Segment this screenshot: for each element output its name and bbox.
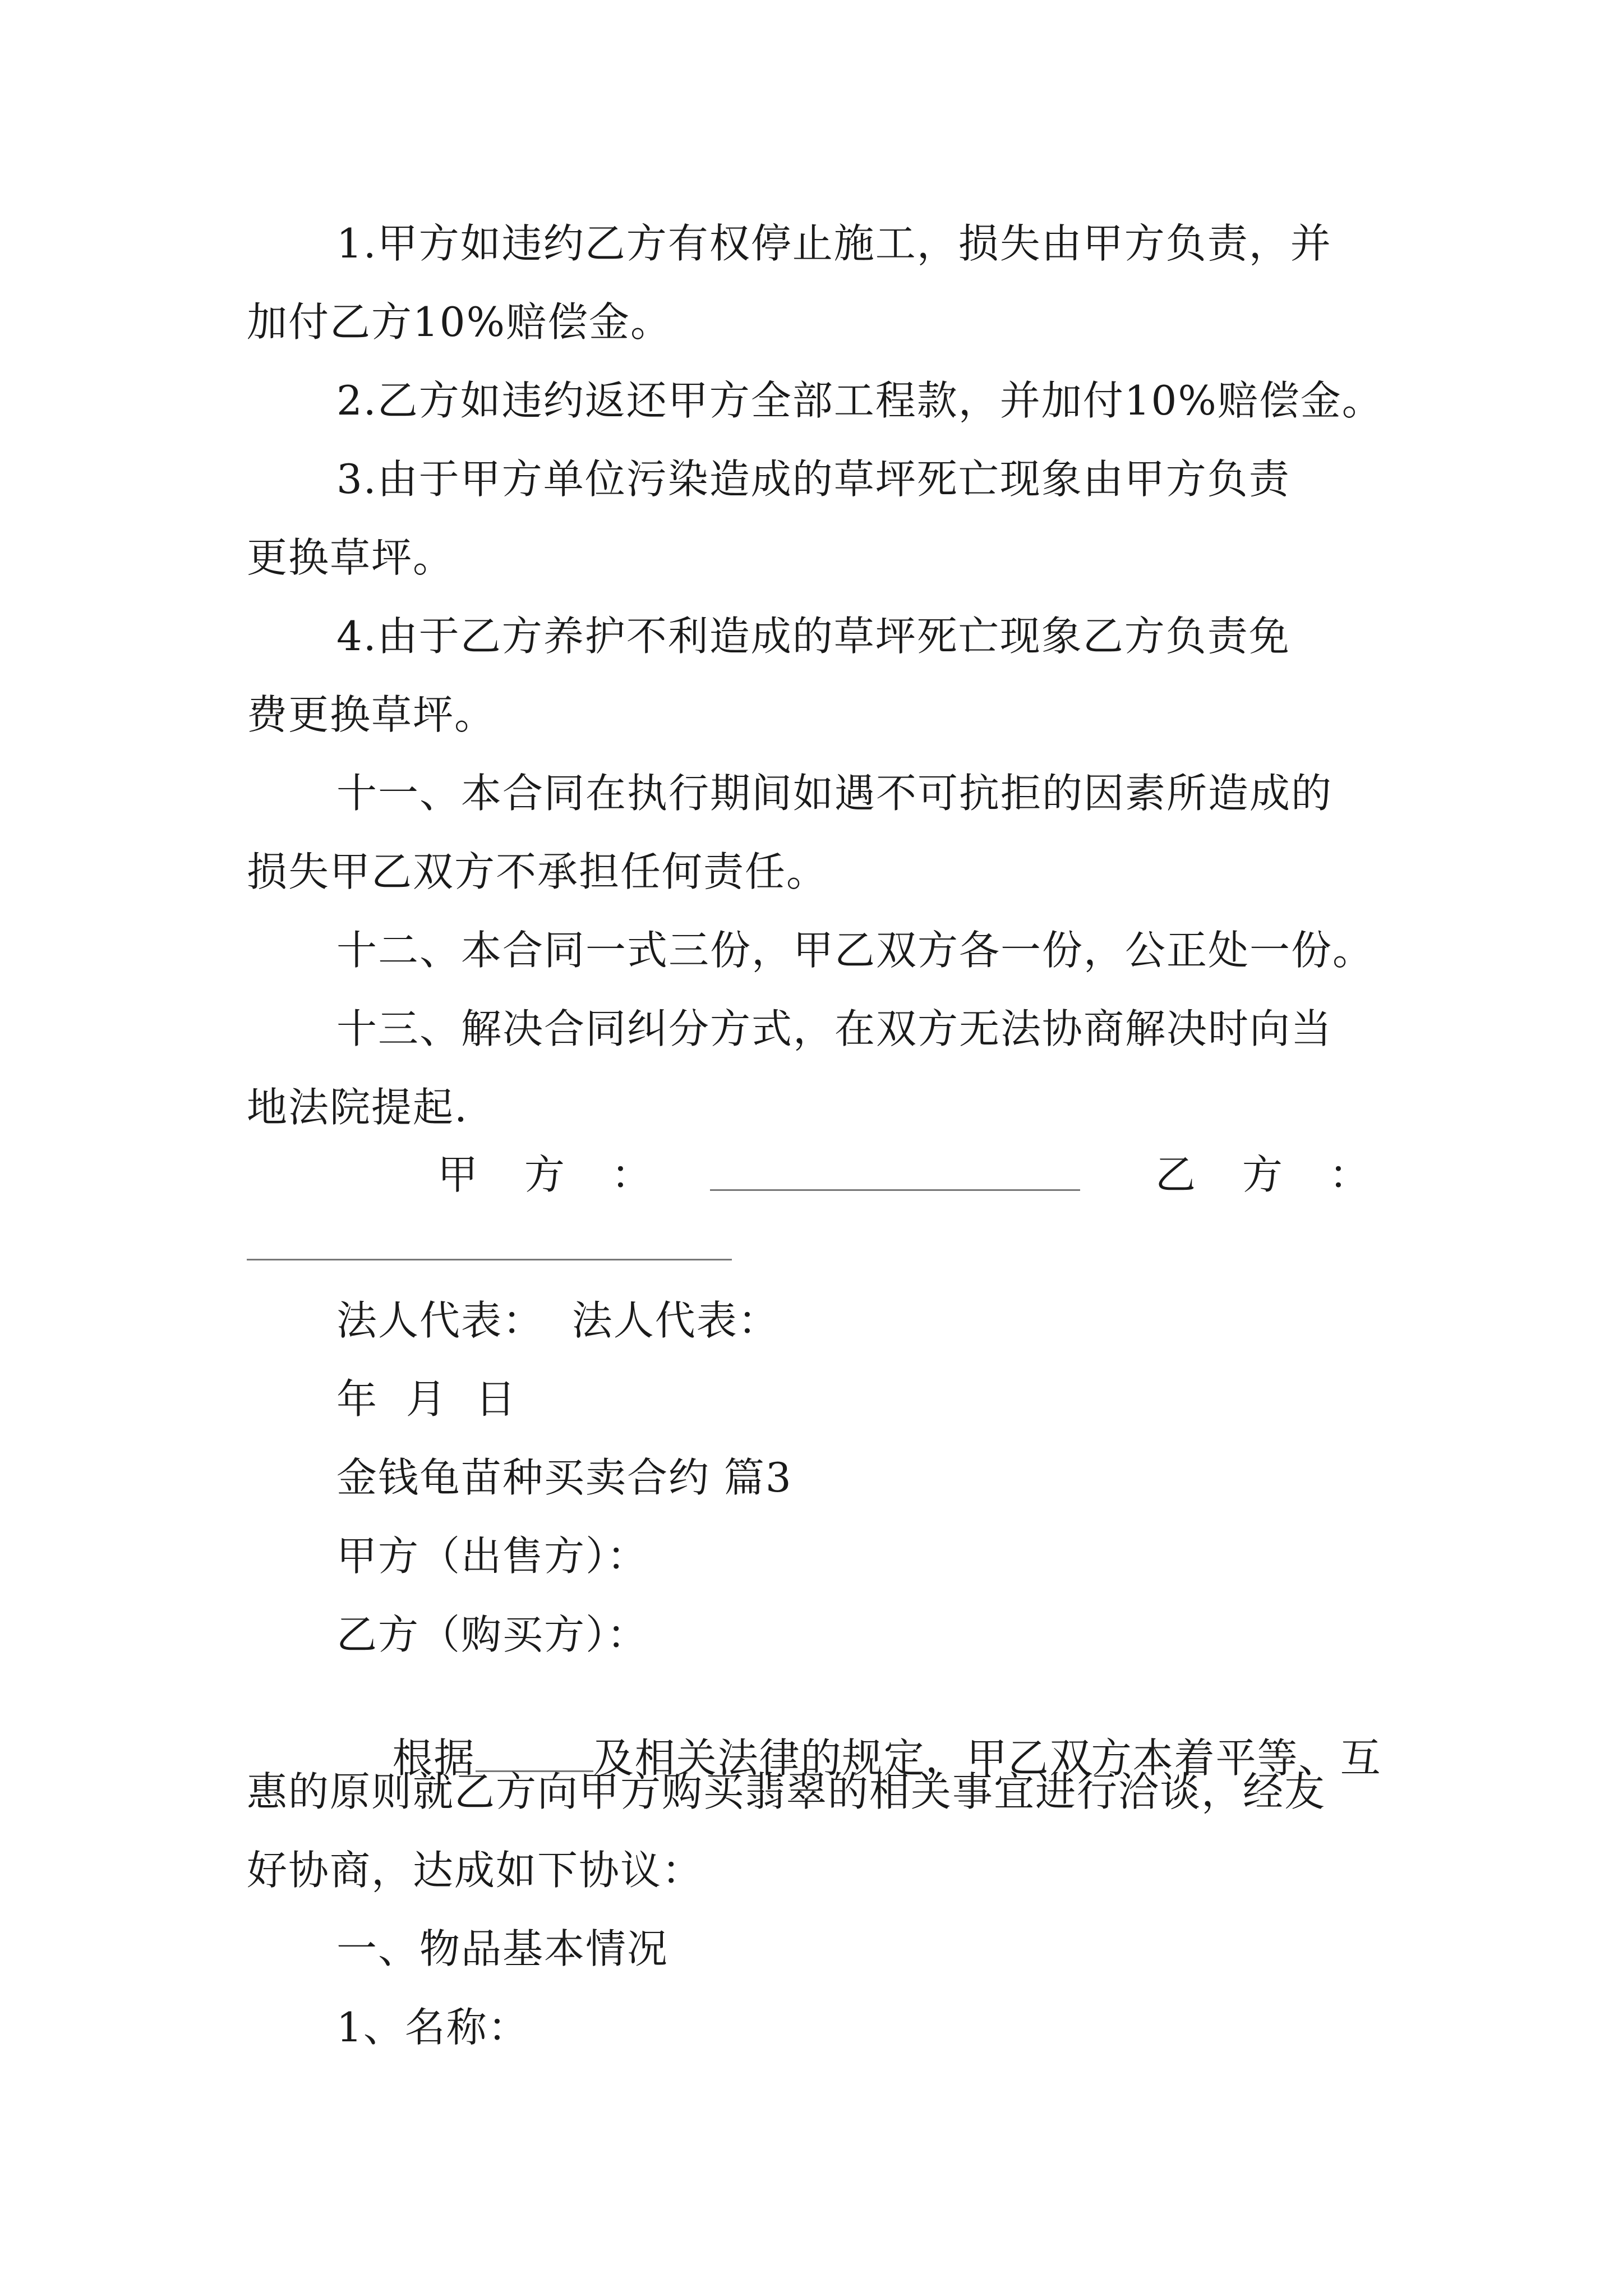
- party-a-signature-blank[interactable]: [710, 1144, 1080, 1191]
- article-11-line-1: 十一、本合同在执行期间如遇不可抗拒的因素所造成的: [336, 770, 1333, 817]
- article-13-line-2: 地法院提起.: [247, 1084, 468, 1131]
- signature-row: [0, 1144, 1623, 1206]
- clause-4-line-1: 4.由于乙方养护不利造成的草坪死亡现象乙方负责免: [336, 613, 1290, 660]
- clause-1-line-2: 加付乙方10%赔偿金。: [247, 298, 672, 346]
- basis-line-2: 惠的原则就乙方向甲方购买翡翠的相关事宜进行洽谈，经友: [247, 1768, 1326, 1815]
- legal-representative-line: 法人代表： 法人代表：: [336, 1297, 780, 1344]
- item-name-line: 1、名称：: [336, 2004, 529, 2051]
- clause-3-line-1: 3.由于甲方单位污染造成的草坪死亡现象由甲方负责: [336, 455, 1290, 503]
- clause-1-line-1: 1.甲方如违约乙方有权停止施工，损失由甲方负责，并: [336, 220, 1332, 267]
- clause-4-line-2: 费更换草坪。: [247, 691, 496, 738]
- basis-line-3: 好协商，达成如下协议：: [247, 1847, 704, 1894]
- party-b-label: 乙 方 ：: [1155, 1151, 1386, 1198]
- clause-2-line-1: 2.乙方如违约返还甲方全部工程款，并加付10%赔偿金。: [336, 377, 1384, 424]
- seller-line: 甲方（出售方）：: [336, 1533, 649, 1580]
- party-b-signature-blank[interactable]: [247, 1214, 732, 1260]
- article-11-line-2: 损失甲乙双方不承担任何责任。: [247, 848, 828, 895]
- basis-suffix: 及相关法律的规定，甲乙双方本着平等、互: [593, 1734, 1382, 1782]
- buyer-line: 乙方（购买方）：: [336, 1611, 649, 1658]
- section-title: 金钱龟苗种买卖合约 篇3: [336, 1454, 792, 1501]
- article-13-line-1: 十三、解决合同纠分方式，在双方无法协商解决时向当: [336, 1005, 1333, 1052]
- item-heading: 一、物品基本情况: [336, 1925, 669, 1972]
- basis-prefix: 根据: [392, 1734, 476, 1782]
- party-a-label: 甲 方 ：: [437, 1151, 668, 1198]
- date-line: 年 月 日: [336, 1375, 517, 1423]
- clause-3-line-2: 更换草坪。: [247, 534, 455, 581]
- basis-blank[interactable]: [476, 1733, 593, 1772]
- article-12-line-1: 十二、本合同一式三份，甲乙双方各一份，公正处一份。: [336, 927, 1375, 974]
